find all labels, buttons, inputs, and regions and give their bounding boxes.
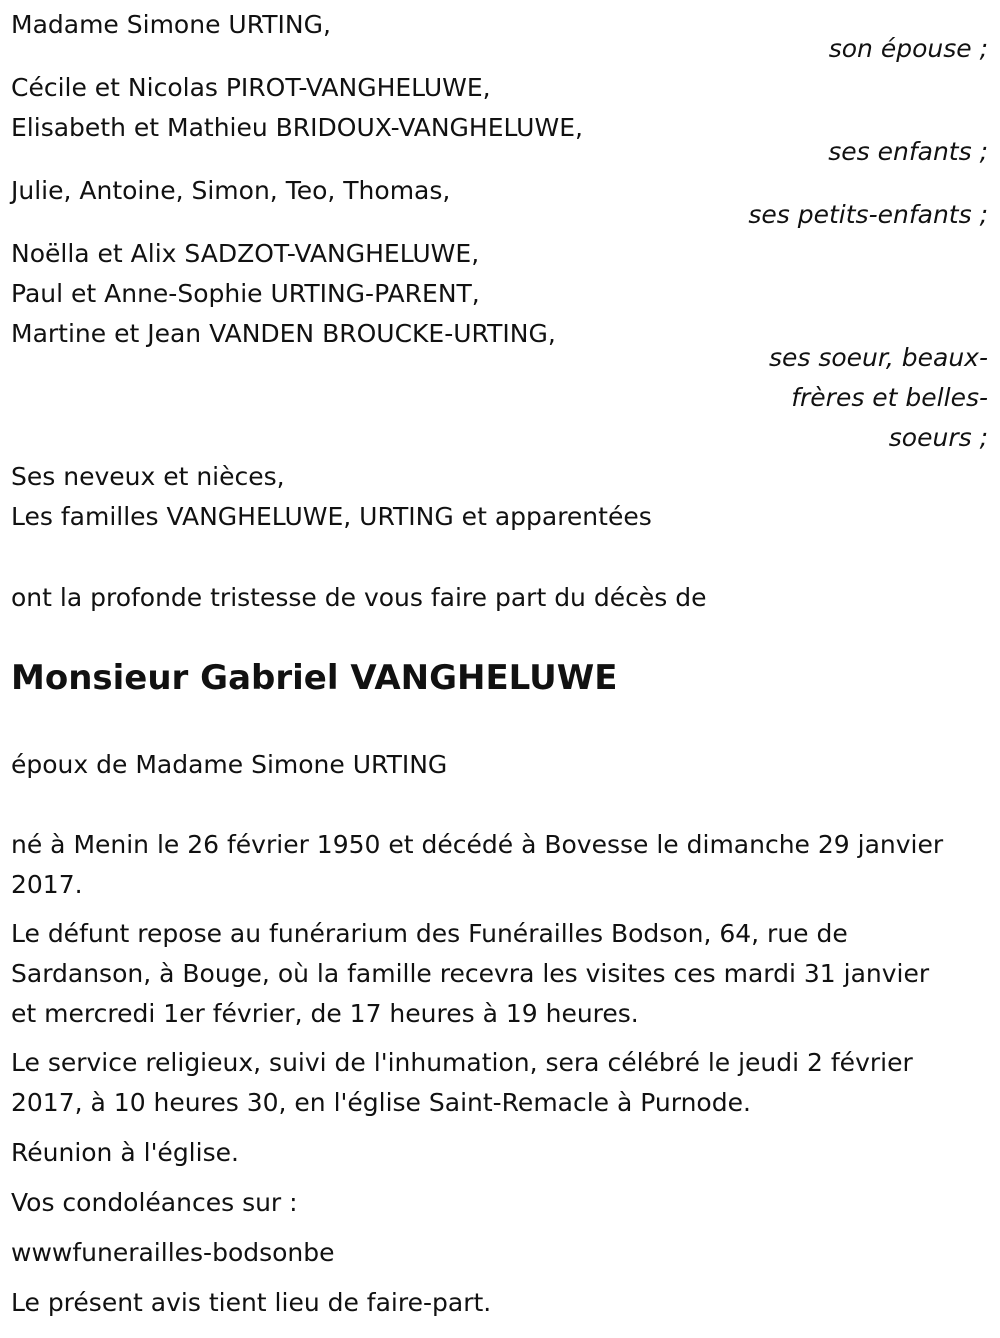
- spouse-role: son épouse ;: [828, 34, 988, 63]
- notice-text: Le présent avis tient lieu de faire-part.: [11, 1288, 492, 1317]
- sibling-line: Martine et Jean VANDEN BROUCKE-URTING,: [11, 319, 556, 348]
- visitation-line: Sardanson, à Bouge, où la famille recevra les visites ces mardi 31 janvier: [11, 959, 930, 988]
- sibling-line: Paul et Anne-Sophie URTING-PARENT,: [11, 279, 480, 308]
- child-line: Elisabeth et Mathieu BRIDOUX-VANGHELUWE,: [11, 113, 583, 142]
- birth-death-line: 2017.: [11, 870, 83, 899]
- visitation-line: Le défunt repose au funérarium des Funérailles Bodson, 64, rue de: [11, 919, 848, 948]
- child-line: Cécile et Nicolas PIROT-VANGHELUWE,: [11, 73, 491, 102]
- website-link[interactable]: wwwfunerailles-bodsonbe: [11, 1238, 335, 1267]
- siblings-role-line: soeurs ;: [888, 423, 988, 452]
- grandchildren-role: ses petits-enfants ;: [748, 200, 988, 229]
- grandchildren-line: Julie, Antoine, Simon, Teo, Thomas,: [11, 176, 451, 205]
- spouse-of-text: époux de Madame Simone URTING: [11, 750, 448, 779]
- meeting-text: Réunion à l'église.: [11, 1138, 239, 1167]
- relatives-line: Ses neveux et nièces,: [11, 462, 285, 491]
- birth-death-line: né à Menin le 26 février 1950 et décédé à Bovesse le dimanche 29 janvier: [11, 830, 944, 859]
- siblings-role-line: ses soeur, beaux-: [768, 343, 988, 372]
- relatives-line: Les familles VANGHELUWE, URTING et apparentées: [11, 502, 652, 531]
- deceased-name: Monsieur Gabriel VANGHELUWE: [11, 658, 618, 698]
- children-role: ses enfants ;: [828, 137, 988, 166]
- announcement-text: ont la profonde tristesse de vous faire part du décès de: [11, 583, 707, 612]
- condolences-label: Vos condoléances sur :: [11, 1188, 298, 1217]
- siblings-role-line: frères et belles-: [791, 383, 988, 412]
- visitation-line: et mercredi 1er février, de 17 heures à 19 heures.: [11, 999, 639, 1028]
- spouse-name: Madame Simone URTING,: [11, 10, 331, 39]
- sibling-line: Noëlla et Alix SADZOT-VANGHELUWE,: [11, 239, 480, 268]
- service-line: 2017, à 10 heures 30, en l'église Saint-Remacle à Purnode.: [11, 1088, 751, 1117]
- service-line: Le service religieux, suivi de l'inhumation, sera célébré le jeudi 2 février: [11, 1048, 913, 1077]
